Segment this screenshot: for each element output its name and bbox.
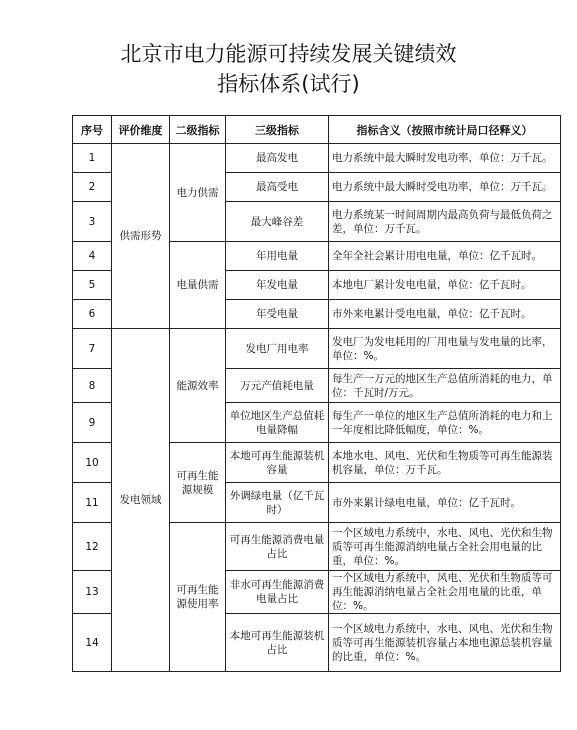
level2-renewable-use: 可再生能源使用率 (170, 523, 226, 672)
row-number: 2 (73, 173, 112, 202)
header-dimension: 评价维度 (112, 116, 170, 144)
level3-meaning: 电力系统中最大瞬时受电功率，单位：万千瓦。 (329, 173, 561, 202)
level3-name: 年用电量 (226, 242, 329, 271)
header-meaning: 指标含义（按照市统计局口径释义） (329, 116, 561, 144)
row-number: 3 (73, 202, 112, 242)
level2-energy-supply: 电量供需 (170, 242, 226, 329)
row-number: 13 (73, 571, 112, 614)
indicator-table (72, 115, 561, 672)
row-number: 11 (73, 483, 112, 523)
table-header-row (73, 116, 561, 144)
row-number: 12 (73, 523, 112, 571)
level3-name: 万元产值耗电量 (226, 369, 329, 403)
level3-name: 可再生能源消费电量占比 (226, 523, 329, 571)
level3-name: 发电厂用电率 (226, 329, 329, 369)
document-title-line2: 指标体系(试行) (217, 72, 360, 96)
header-no: 序号 (73, 116, 112, 144)
level3-meaning: 电力系统中最大瞬时发电功率，单位：万千瓦。 (329, 144, 561, 173)
dimension-generation: 发电领域 (112, 329, 170, 672)
level3-meaning: 本地水电、风电、光伏和生物质等可再生能源装机容量，单位：万千瓦。 (329, 443, 561, 483)
level3-name: 外调绿电量（亿千瓦时） (226, 483, 329, 523)
level3-meaning: 全年全社会累计用电电量，单位：亿千瓦时。 (329, 242, 561, 271)
level3-meaning: 一个区域电力系统中，水电、风电、光伏和生物质等可再生能源装机容量占本地电源总装机容量的比重，单位：%。 (329, 614, 561, 672)
level3-name: 最高受电 (226, 173, 329, 202)
level2-renewable-scale: 可再生能源规模 (170, 443, 226, 523)
level3-meaning: 每生产一万元的地区生产总值所消耗的电力，单位：千瓦时/万元。 (329, 369, 561, 403)
row-number: 6 (73, 300, 112, 329)
level3-meaning: 一个区域电力系统中，风电、光伏和生物质等可再生能源消纳电量占全社会用电量的比重，单位：%。 (329, 571, 561, 614)
level3-meaning: 市外来电累计受电电量，单位：亿千瓦时。 (329, 300, 561, 329)
row-number: 4 (73, 242, 112, 271)
level3-name: 年受电量 (226, 300, 329, 329)
row-number: 5 (73, 271, 112, 300)
row-number: 9 (73, 403, 112, 443)
level3-meaning: 本地电厂累计发电电量，单位：亿千瓦时。 (329, 271, 561, 300)
level2-power-supply: 电力供需 (170, 144, 226, 242)
row-number: 10 (73, 443, 112, 483)
level3-name: 最高发电 (226, 144, 329, 173)
level3-name: 年发电量 (226, 271, 329, 300)
table-row (73, 144, 561, 173)
row-number: 8 (73, 369, 112, 403)
header-level3: 三级指标 (226, 116, 329, 144)
level3-name: 非水可再生能源消费电量占比 (226, 571, 329, 614)
document-title-line1: 北京市电力能源可持续发展关键绩效 (120, 42, 457, 66)
level2-efficiency: 能源效率 (170, 329, 226, 443)
level3-name: 本地可再生能源装机容量 (226, 443, 329, 483)
level3-meaning: 发电厂为发电耗用的厂用电量与发电量的比率，单位：%。 (329, 329, 561, 369)
row-number: 1 (73, 144, 112, 173)
level3-meaning: 每生产一单位的地区生产总值所消耗的电力和上一年度相比降低幅度，单位：%。 (329, 403, 561, 443)
level3-name: 单位地区生产总值耗电量降幅 (226, 403, 329, 443)
row-number: 14 (73, 614, 112, 672)
level3-meaning: 市外来累计绿电电量，单位：亿千瓦时。 (329, 483, 561, 523)
table-row (73, 329, 561, 369)
dimension-supply: 供需形势 (112, 144, 170, 329)
level3-meaning: 一个区域电力系统中，水电、风电、光伏和生物质等可再生能源消纳电量占全社会用电量的比重，单位：%。 (329, 523, 561, 571)
row-number: 7 (73, 329, 112, 369)
level3-meaning: 电力系统某一时间周期内最高负荷与最低负荷之差，单位：万千瓦。 (329, 202, 561, 242)
level3-name: 最大峰谷差 (226, 202, 329, 242)
header-level2: 二级指标 (170, 116, 226, 144)
level3-name: 本地可再生能源装机占比 (226, 614, 329, 672)
